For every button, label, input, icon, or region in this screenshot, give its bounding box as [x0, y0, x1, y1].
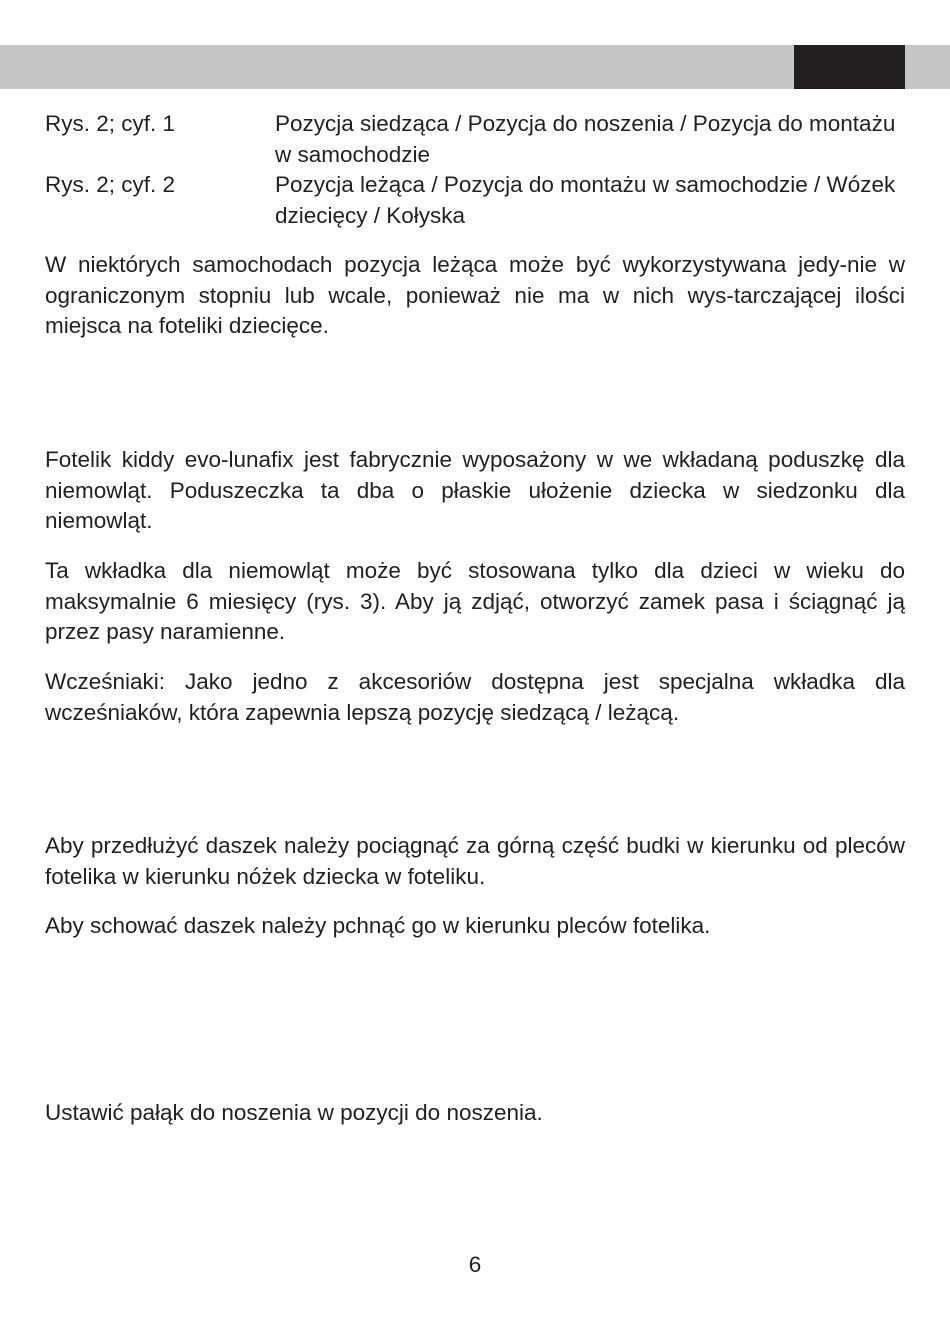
car-space-note-paragraph: W niektórych samochodach pozycja leżąca może być wykorzystywana jedy-nie w ograniczonym stopniu lub wcale, ponieważ nie ma w nich wys-tarczającej ilości miejsca na foteliki dziecięce. — [45, 252, 905, 338]
figure-reference-key: Rys. 2; cyf. 2 — [45, 172, 176, 197]
figure-reference-row — [45, 170, 905, 231]
figure-reference-list — [45, 109, 905, 231]
carry-handle-paragraph: Ustawić pałąk do noszenia w pozycji do noszenia. — [45, 1100, 543, 1125]
figure-reference-key: Rys. 2; cyf. 1 — [45, 111, 176, 136]
infant-cushion-paragraph: Fotelik kiddy evo-lunafix jest fabrycznie wyposażony w we wkładaną poduszkę dla niemowląt. Poduszeczka ta dba o płaskie ułożenie dziecka w siedzonku dla niemowląt. — [45, 447, 905, 533]
infant-insert-usage-paragraph: Ta wkładka dla niemowląt może być stosowana tylko dla dzieci w wieku do maksymalnie 6 miesięcy (rys. 3). Aby ją zdjąć, otworzyć zamek pasa i ściągnąć ją przez pasy naramienne. — [45, 558, 905, 644]
header-block — [794, 45, 905, 89]
figure-reference-value: Pozycja leżąca / Pozycja do montażu w samochodzie / Wózek dziecięcy / Kołyska — [275, 172, 896, 228]
canopy-extend-paragraph: Aby przedłużyć daszek należy pociągnąć za górną część budki w kierunku od pleców fotelika w kierunku nóżek dziecka w foteliku. — [45, 833, 905, 889]
preemies-paragraph: Wcześniaki: Jako jedno z akcesoriów dostępna jest specjalna wkładka dla wcześniaków, która zapewnia lepszą pozycję siedzącą / leżącą. — [45, 669, 905, 725]
figure-reference-value: Pozycja siedząca / Pozycja do noszenia / Pozycja do montażu w samochodzie — [275, 111, 896, 167]
canopy-retract-paragraph: Aby schować daszek należy pchnąć go w kierunku pleców fotelika. — [45, 913, 711, 938]
page-number: 6 — [468, 1252, 482, 1277]
figure-reference-row — [45, 109, 905, 170]
